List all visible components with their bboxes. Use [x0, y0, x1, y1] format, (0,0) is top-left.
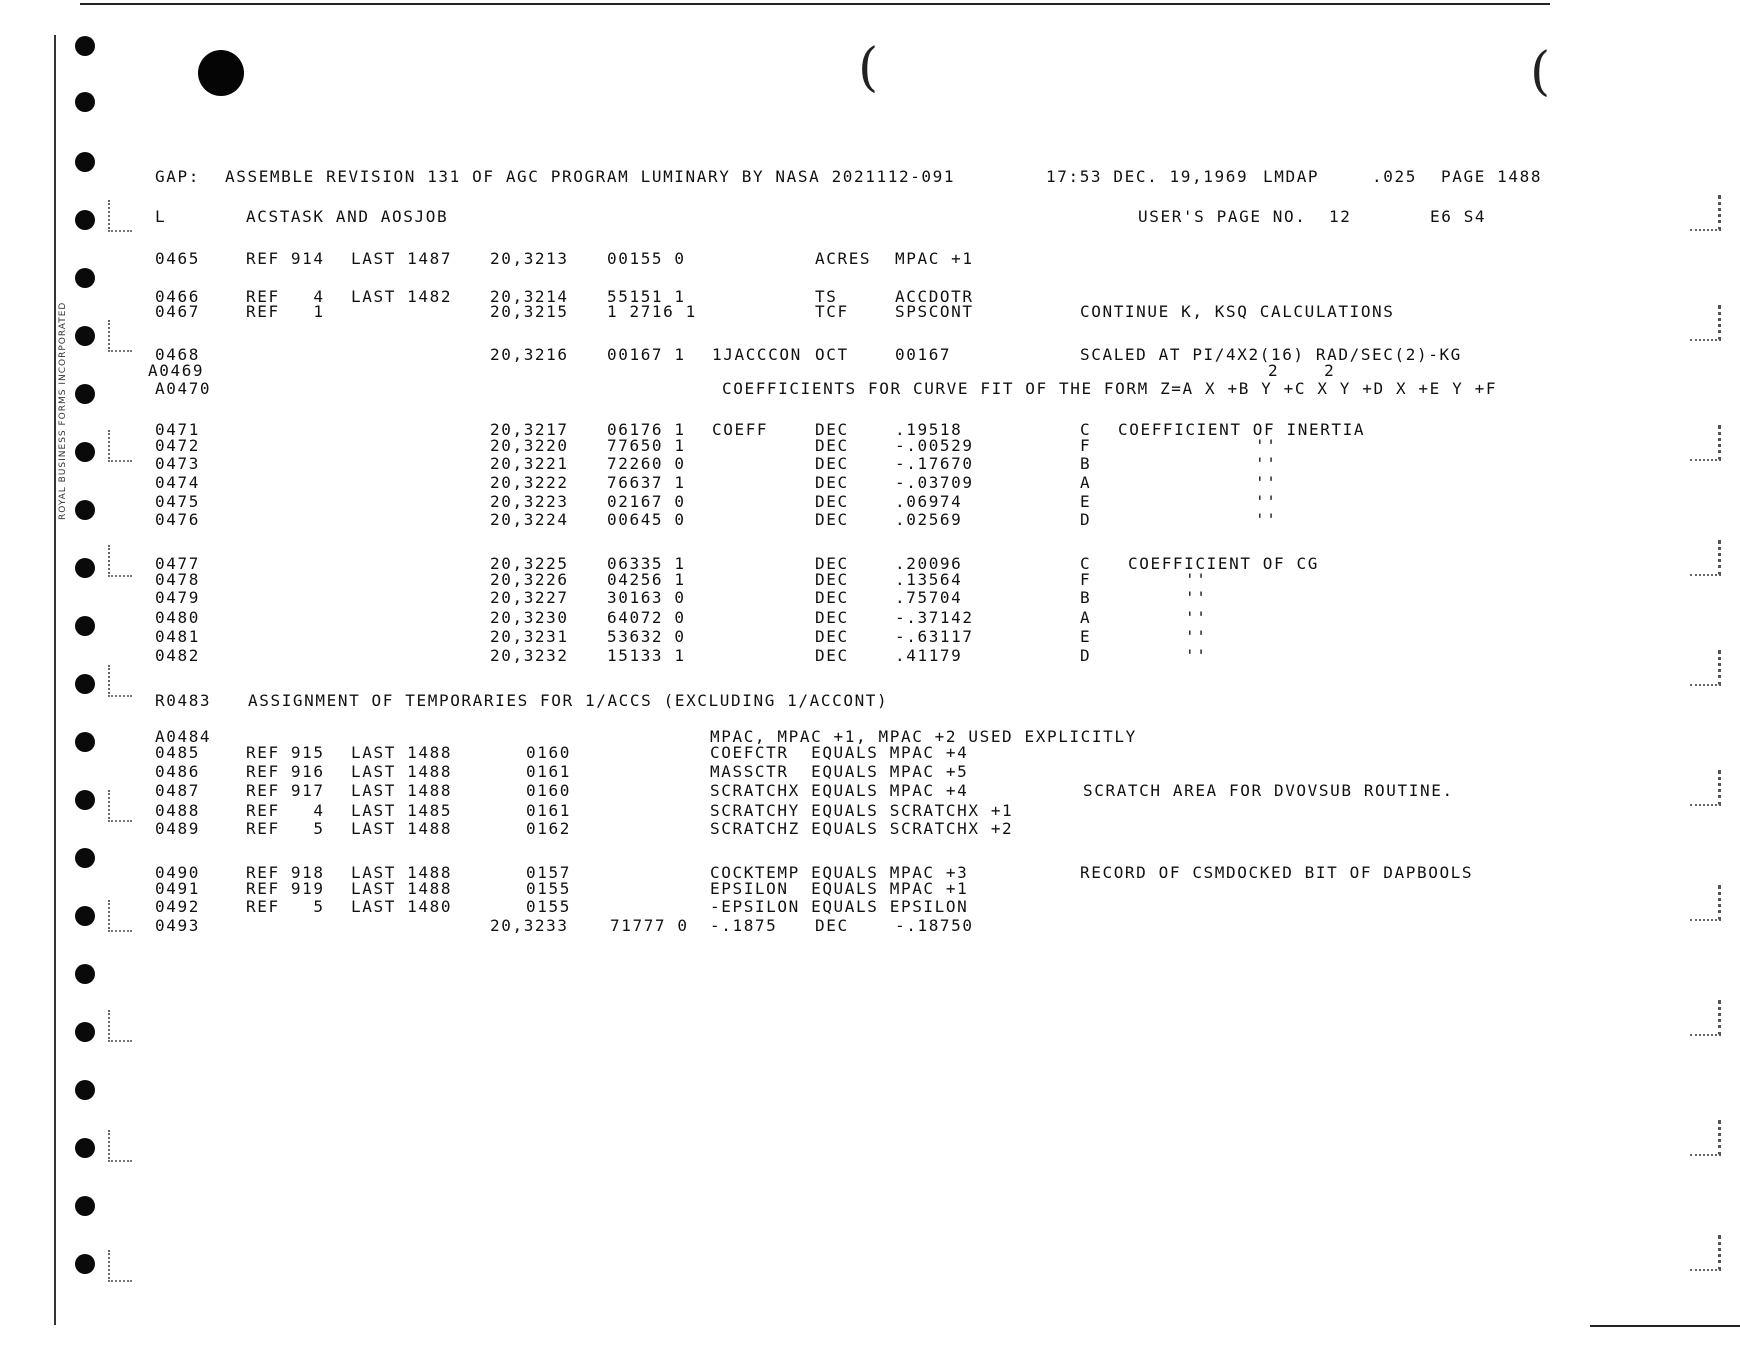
ref: REF 916	[246, 762, 325, 781]
line-number: 0487	[155, 781, 200, 800]
last: LAST 1488	[351, 781, 453, 800]
last: LAST 1480	[351, 897, 453, 916]
word: 72260 0	[607, 454, 686, 473]
word: 76637 1	[607, 473, 686, 492]
address: 20,3232	[490, 646, 569, 665]
line-number: 0473	[155, 454, 200, 473]
binder-mark-icon: (	[1530, 42, 1551, 102]
scan-artifact	[108, 1250, 132, 1282]
operand: .06974	[895, 492, 963, 511]
address: 20,3217	[490, 420, 569, 439]
comment: COEFFICIENT OF INERTIA	[1118, 420, 1366, 439]
scan-artifact	[1690, 305, 1721, 341]
section-code: E6 S4	[1430, 207, 1487, 226]
sprocket-hole	[75, 558, 95, 578]
coef-letter: C	[1080, 420, 1092, 439]
operand: .75704	[895, 588, 963, 607]
sprocket-hole	[75, 500, 95, 520]
operand: -.00529	[895, 436, 974, 455]
ditto-mark: ''	[1255, 492, 1278, 511]
line-number: R0483	[155, 691, 212, 710]
address: 20,3231	[490, 627, 569, 646]
last: LAST 1488	[351, 743, 453, 762]
line-number: 0486	[155, 762, 200, 781]
line-number: 0467	[155, 302, 200, 321]
sprocket-hole	[75, 1254, 95, 1274]
operand: .13564	[895, 570, 963, 589]
ref: REF 1	[246, 302, 325, 321]
scan-artifact	[1690, 540, 1721, 576]
sprocket-hole	[75, 1022, 95, 1042]
address: 20,3215	[490, 302, 569, 321]
header-program: LMDAP	[1263, 167, 1320, 186]
statement: SCRATCHZ EQUALS SCRATCHX +2	[710, 819, 1014, 838]
opcode: DEC	[815, 627, 849, 646]
header-prefix: GAP:	[155, 167, 200, 186]
ditto-mark: ''	[1185, 588, 1208, 607]
coef-letter: A	[1080, 473, 1092, 492]
address: 0162	[526, 819, 571, 838]
sprocket-hole	[75, 36, 95, 56]
operand: .20096	[895, 554, 963, 573]
coef-letter: A	[1080, 608, 1092, 627]
word: 77650 1	[607, 436, 686, 455]
opcode: DEC	[815, 473, 849, 492]
opcode: TCF	[815, 302, 849, 321]
line-number: 0489	[155, 819, 200, 838]
operand: -.17670	[895, 454, 974, 473]
punch-hole-large	[198, 50, 244, 96]
line-number: 0475	[155, 492, 200, 511]
comment: COEFFICIENTS FOR CURVE FIT OF THE FORM Z=A X +B Y +C X Y +D X +E Y +F	[722, 379, 1498, 398]
line-number: 0477	[155, 554, 200, 573]
word: 00167 1	[607, 345, 686, 364]
binder-mark-icon: (	[858, 38, 879, 98]
coef-letter: F	[1080, 436, 1092, 455]
address: 20,3216	[490, 345, 569, 364]
scan-artifact	[108, 900, 132, 932]
statement: SCRATCHX EQUALS MPAC +4	[710, 781, 969, 800]
sprocket-hole	[75, 848, 95, 868]
ref: REF 5	[246, 897, 325, 916]
sprocket-hole	[75, 906, 95, 926]
coef-letter: C	[1080, 554, 1092, 573]
line-number: 0493	[155, 916, 200, 935]
address: 0161	[526, 801, 571, 820]
word: 53632 0	[607, 627, 686, 646]
bottom-rule	[1590, 1325, 1740, 1327]
line-number: 0480	[155, 608, 200, 627]
line-number: 0474	[155, 473, 200, 492]
address: 20,3227	[490, 588, 569, 607]
header-title: ASSEMBLE REVISION 131 OF AGC PROGRAM LUMINARY BY NASA 2021112-091	[225, 167, 956, 186]
ditto-mark: ''	[1185, 646, 1208, 665]
word: 04256 1	[607, 570, 686, 589]
word: 06335 1	[607, 554, 686, 573]
scan-artifact	[1690, 885, 1721, 921]
sprocket-hole	[75, 732, 95, 752]
word: 06176 1	[607, 420, 686, 439]
line-number: 0466	[155, 287, 200, 306]
opcode: DEC	[815, 554, 849, 573]
line-number: A0470	[155, 379, 212, 398]
coef-letter: B	[1080, 454, 1092, 473]
ditto-mark: ''	[1185, 570, 1208, 589]
opcode: DEC	[815, 454, 849, 473]
statement: COEFCTR EQUALS MPAC +4	[710, 743, 969, 762]
scan-artifact	[108, 665, 132, 697]
ref: REF 914	[246, 249, 325, 268]
comment: CONTINUE K, KSQ CALCULATIONS	[1080, 302, 1395, 321]
line-number: 0468	[155, 345, 200, 364]
ditto-mark: ''	[1255, 454, 1278, 473]
address: 20,3220	[490, 436, 569, 455]
address: 20,3221	[490, 454, 569, 473]
address: 20,3225	[490, 554, 569, 573]
scan-artifact	[108, 1010, 132, 1042]
scan-artifact	[108, 200, 132, 232]
comment: SCALED AT PI/4X2(16) RAD/SEC(2)-KG	[1080, 345, 1462, 364]
address: 20,3213	[490, 249, 569, 268]
exponent-marks: 2 2	[1268, 361, 1336, 380]
operand: ACCDOTR	[895, 287, 974, 306]
word: 71777 0	[610, 916, 689, 935]
coef-letter: D	[1080, 646, 1092, 665]
ref: REF 918	[246, 863, 325, 882]
opcode: DEC	[815, 588, 849, 607]
address: 20,3226	[490, 570, 569, 589]
opcode: TS	[815, 287, 838, 306]
ref: REF 5	[246, 819, 325, 838]
scan-artifact	[1690, 1000, 1721, 1036]
sprocket-hole	[75, 92, 95, 112]
comment: COEFFICIENT OF CG	[1128, 554, 1319, 573]
line-number: A0484	[155, 727, 212, 746]
sprocket-hole	[75, 210, 95, 230]
opcode: DEC	[815, 492, 849, 511]
section-title: ACSTASK AND AOSJOB	[246, 207, 449, 226]
comment: SCRATCH AREA FOR DVOVSUB ROUTINE.	[1083, 781, 1454, 800]
sprocket-hole	[75, 326, 95, 346]
address: 20,3230	[490, 608, 569, 627]
word: 64072 0	[607, 608, 686, 627]
scan-artifact	[1690, 195, 1721, 231]
header-time: 17:53 DEC. 19,1969	[1046, 167, 1249, 186]
line-number: 0465	[155, 249, 200, 268]
word: 1 2716 1	[607, 302, 697, 321]
label: 1JACCCON	[712, 345, 802, 364]
scan-artifact	[1690, 770, 1721, 806]
line-number: 0476	[155, 510, 200, 529]
line-number: 0491	[155, 879, 200, 898]
opcode: DEC	[815, 436, 849, 455]
margin-imprint: ROYAL BUSINESS FORMS INCORPORATED	[58, 301, 68, 520]
sprocket-hole	[75, 790, 95, 810]
address: 0161	[526, 762, 571, 781]
statement: COCKTEMP EQUALS MPAC +3	[710, 863, 969, 882]
coef-letter: F	[1080, 570, 1092, 589]
sprocket-hole	[75, 1138, 95, 1158]
line-number: A0469	[148, 361, 205, 380]
address: 20,3223	[490, 492, 569, 511]
scan-artifact	[1690, 1235, 1721, 1271]
sprocket-hole	[75, 964, 95, 984]
users-page: USER'S PAGE NO. 12	[1138, 207, 1352, 226]
ditto-mark: ''	[1255, 510, 1278, 529]
operand: -.03709	[895, 473, 974, 492]
opcode: DEC	[815, 916, 849, 935]
comment: MPAC, MPAC +1, MPAC +2 USED EXPLICITLY	[710, 727, 1137, 746]
coef-letter: E	[1080, 627, 1092, 646]
scan-artifact	[1690, 425, 1721, 461]
scan-artifact	[108, 545, 132, 577]
ref: REF 919	[246, 879, 325, 898]
opcode: DEC	[815, 608, 849, 627]
coef-letter: B	[1080, 588, 1092, 607]
ditto-mark: ''	[1255, 473, 1278, 492]
address: 0160	[526, 743, 571, 762]
word: 30163 0	[607, 588, 686, 607]
address: 0160	[526, 781, 571, 800]
opcode: OCT	[815, 345, 849, 364]
opcode: ACRES	[815, 249, 872, 268]
operand: -.18750	[895, 916, 974, 935]
ditto-mark: ''	[1185, 608, 1208, 627]
last: LAST 1488	[351, 879, 453, 898]
line-number: 0492	[155, 897, 200, 916]
ref: REF 4	[246, 801, 325, 820]
operand: 00167	[895, 345, 952, 364]
operand: SPSCONT	[895, 302, 974, 321]
word: 55151 1	[607, 287, 686, 306]
ref: REF 4	[246, 287, 325, 306]
last: LAST 1488	[351, 863, 453, 882]
word: 02167 0	[607, 492, 686, 511]
word: 00645 0	[607, 510, 686, 529]
section-letter: L	[155, 207, 167, 226]
last: LAST 1488	[351, 819, 453, 838]
operand: -.63117	[895, 627, 974, 646]
scan-artifact	[1690, 1120, 1721, 1156]
line-number: 0488	[155, 801, 200, 820]
sprocket-hole	[75, 1196, 95, 1216]
sprocket-hole	[75, 384, 95, 404]
sprocket-hole	[75, 1080, 95, 1100]
opcode: DEC	[815, 570, 849, 589]
address: 0155	[526, 879, 571, 898]
word: 00155 0	[607, 249, 686, 268]
sprocket-hole	[75, 616, 95, 636]
address: 0155	[526, 897, 571, 916]
statement: MASSCTR EQUALS MPAC +5	[710, 762, 969, 781]
address: 20,3224	[490, 510, 569, 529]
label: -.1875	[710, 916, 778, 935]
last: LAST 1488	[351, 762, 453, 781]
line-number: 0479	[155, 588, 200, 607]
opcode: DEC	[815, 420, 849, 439]
statement: SCRATCHY EQUALS SCRATCHX +1	[710, 801, 1014, 820]
opcode: DEC	[815, 646, 849, 665]
ref: REF 915	[246, 743, 325, 762]
statement: EPSILON EQUALS MPAC +1	[710, 879, 969, 898]
operand: .02569	[895, 510, 963, 529]
line-number: 0472	[155, 436, 200, 455]
line-number: 0481	[155, 627, 200, 646]
comment: ASSIGNMENT OF TEMPORARIES FOR 1/ACCS (EXCLUDING 1/ACCONT)	[248, 691, 889, 710]
address: 20,3233	[490, 916, 569, 935]
last: LAST 1485	[351, 801, 453, 820]
address: 0157	[526, 863, 571, 882]
header-page: PAGE 1488	[1441, 167, 1543, 186]
sprocket-hole	[75, 268, 95, 288]
scan-artifact	[1690, 650, 1721, 686]
scan-artifact	[108, 430, 132, 462]
scan-artifact	[108, 320, 132, 352]
coef-letter: E	[1080, 492, 1092, 511]
sprocket-hole	[75, 442, 95, 462]
line-number: 0485	[155, 743, 200, 762]
statement: -EPSILON EQUALS EPSILON	[710, 897, 969, 916]
opcode: DEC	[815, 510, 849, 529]
word: 15133 1	[607, 646, 686, 665]
address: 20,3222	[490, 473, 569, 492]
operand: .41179	[895, 646, 963, 665]
line-number: 0471	[155, 420, 200, 439]
operand: MPAC +1	[895, 249, 974, 268]
last: LAST 1482	[351, 287, 453, 306]
header-version: .025	[1372, 167, 1417, 186]
label: COEFF	[712, 420, 769, 439]
operand: .19518	[895, 420, 963, 439]
ditto-mark: ''	[1255, 436, 1278, 455]
line-number: 0490	[155, 863, 200, 882]
sprocket-hole	[75, 674, 95, 694]
sprocket-hole	[75, 152, 95, 172]
operand: -.37142	[895, 608, 974, 627]
scan-artifact	[108, 790, 132, 822]
line-number: 0478	[155, 570, 200, 589]
margin-line	[54, 35, 56, 1325]
coef-letter: D	[1080, 510, 1092, 529]
scan-artifact	[108, 1130, 132, 1162]
listing-line	[0, 916, 974, 1053]
last: LAST 1487	[351, 249, 453, 268]
ditto-mark: ''	[1185, 627, 1208, 646]
line-number: 0482	[155, 646, 200, 665]
ref: REF 917	[246, 781, 325, 800]
address: 20,3214	[490, 287, 569, 306]
top-rule	[80, 3, 1550, 5]
comment: RECORD OF CSMDOCKED BIT OF DAPBOOLS	[1080, 863, 1474, 882]
